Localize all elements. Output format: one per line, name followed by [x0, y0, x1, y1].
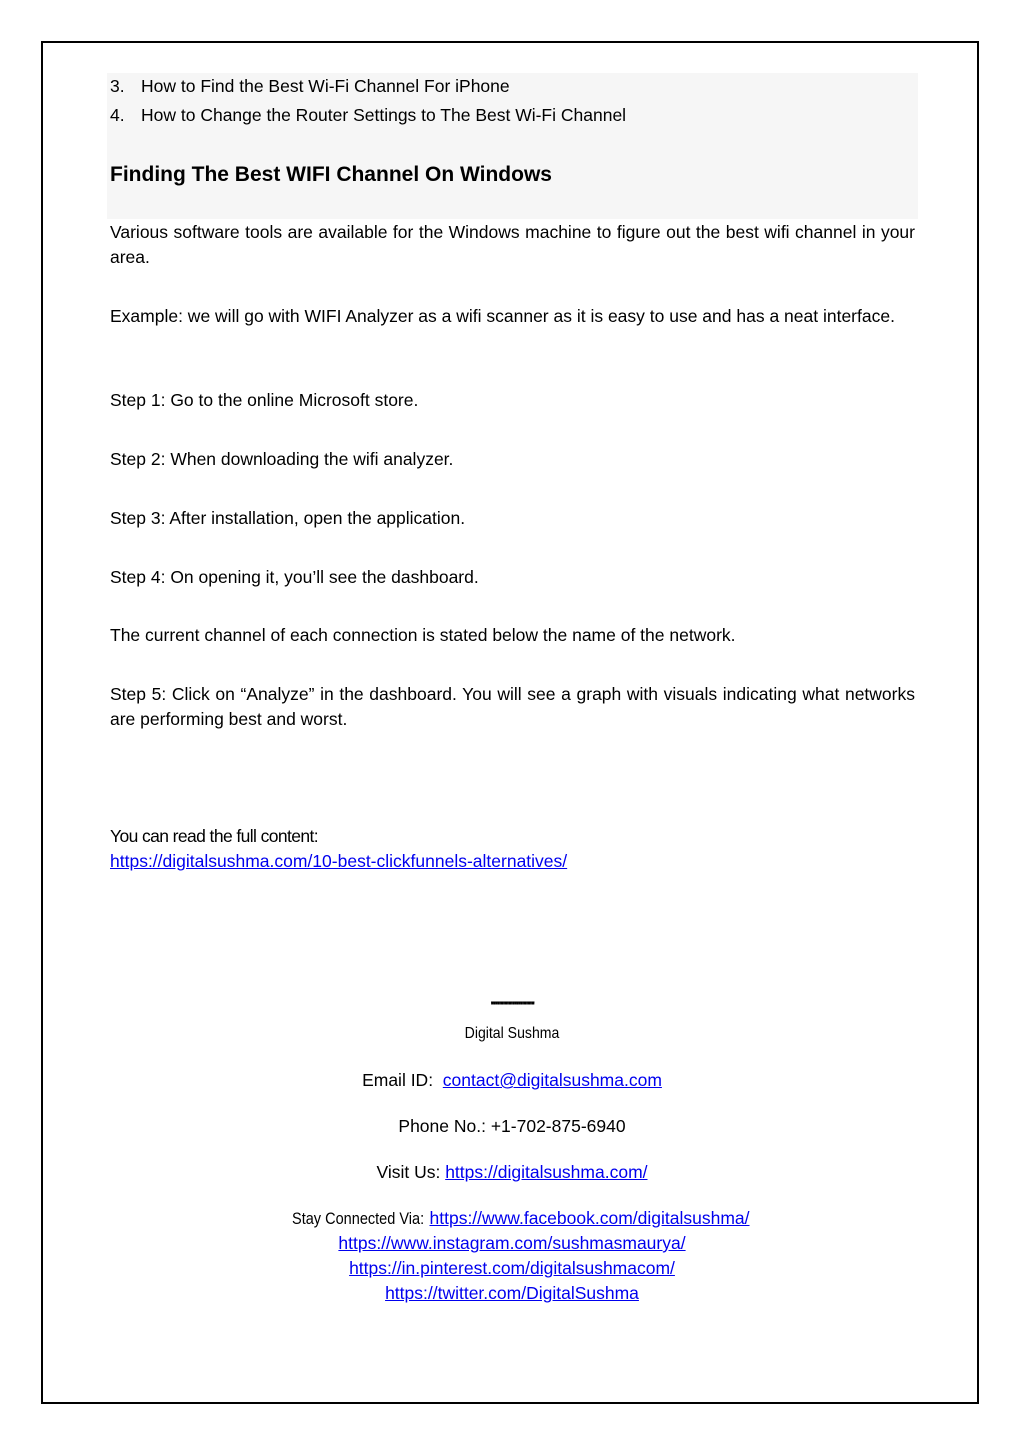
facebook-link[interactable]: https://www.facebook.com/digitalsushma/: [429, 1208, 750, 1228]
list-number: 4.: [110, 105, 125, 125]
list-item: [110, 75, 510, 97]
email-line: [0, 1068, 1024, 1093]
step-5: Step 5: Click on “Analyze” in the dashboard. You will see a graph with visuals indicating what networks are performing best and worst.: [110, 684, 915, 729]
current-channel-note: The current channel of each connection is stated below the name of the network.: [110, 625, 736, 645]
decorative-dots: '''''''''''''''''''''''''''''''': [490, 999, 534, 1013]
step-4: Step 4: On opening it, you’ll see the dashboard.: [110, 567, 479, 587]
list-number: 3.: [110, 76, 125, 96]
instagram-link[interactable]: https://www.instagram.com/sushmasmaurya/: [338, 1233, 686, 1253]
visit-line: [0, 1160, 1024, 1185]
read-full-link-wrap: [110, 849, 567, 875]
twitter-line: [0, 1281, 1024, 1306]
stay-connected-label: Stay Connected Via:: [292, 1210, 425, 1228]
stay-connected-line: [0, 1206, 1024, 1232]
read-full-link[interactable]: https://digitalsushma.com/10-best-clickfunnels-alternatives/: [110, 851, 568, 871]
brand-name: Digital Sushma: [464, 1025, 560, 1042]
instagram-line: [0, 1231, 1024, 1256]
twitter-link[interactable]: https://twitter.com/DigitalSushma: [385, 1283, 639, 1303]
list-item: [110, 104, 626, 126]
pinterest-link[interactable]: https://in.pinterest.com/digitalsushmacom/: [349, 1258, 675, 1278]
step-2: Step 2: When downloading the wifi analyzer.: [110, 449, 454, 469]
email-link[interactable]: contact@digitalsushma.com: [442, 1070, 662, 1090]
visit-link[interactable]: https://digitalsushma.com/: [445, 1162, 648, 1182]
email-label: Email ID:: [362, 1070, 434, 1090]
phone-line: Phone No.: +1-702-875-6940: [398, 1116, 626, 1136]
list-text: How to Change the Router Settings to The Best Wi-Fi Channel: [141, 105, 627, 125]
example-paragraph: Example: we will go with WIFI Analyzer as a wifi scanner as it is easy to use and has a neat interface.: [110, 306, 895, 326]
section-heading: Finding The Best WIFI Channel On Windows: [110, 163, 552, 186]
step-3: Step 3: After installation, open the application.: [110, 508, 466, 528]
read-full-label: You can read the full content:: [110, 826, 319, 846]
visit-label: Visit Us:: [376, 1162, 441, 1182]
intro-paragraph: Various software tools are available for the Windows machine to figure out the best wifi channel in your area.: [110, 222, 915, 267]
list-text: How to Find the Best Wi-Fi Channel For iPhone: [141, 76, 510, 96]
pinterest-line: [0, 1256, 1024, 1281]
step-1: Step 1: Go to the online Microsoft store.: [110, 390, 419, 410]
